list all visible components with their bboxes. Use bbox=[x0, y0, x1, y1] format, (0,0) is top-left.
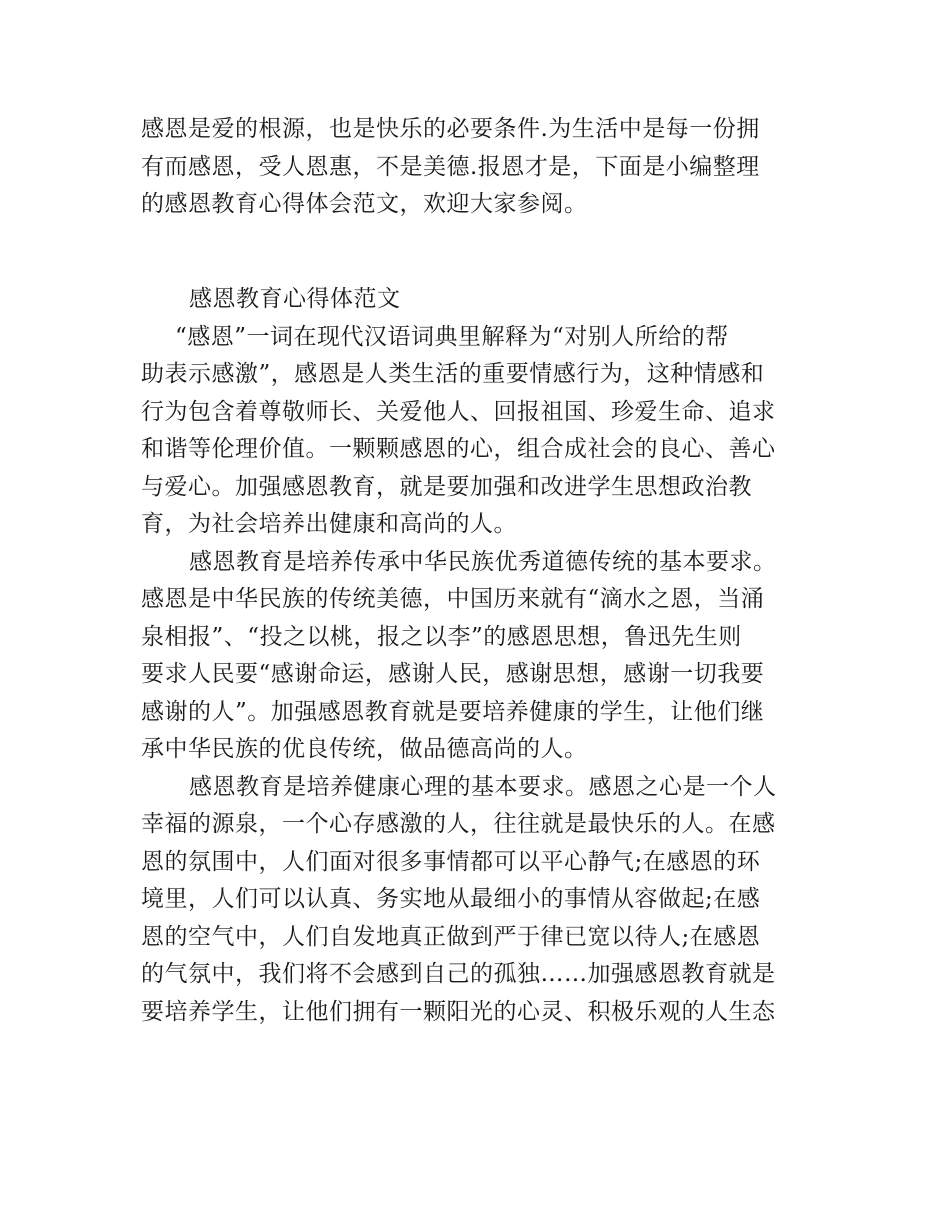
intro-paragraph bbox=[141, 111, 811, 224]
paragraph3-line: 境里，人们可以认真、务实地从最细小的事情从容做起;在感 bbox=[141, 886, 761, 912]
paragraph2-line: 泉相报”、“投之以桃，报之以李”的感恩思想，鲁迅先生则 bbox=[141, 623, 742, 650]
paragraph1-line: 和谐等伦理价值。一颗颗感恩的心，组合成社会的良心、善心 bbox=[141, 436, 776, 462]
article-body bbox=[141, 281, 811, 1031]
intro-line: 感恩是爱的根源，也是快乐的必要条件.为生活中是每一份拥 bbox=[141, 116, 760, 142]
paragraph1-line: 行为包含着尊敬师长、关爱他人、回报祖国、珍爱生命、追求 bbox=[141, 398, 776, 425]
article-heading: 感恩教育心得体范文 bbox=[189, 286, 401, 312]
paragraph2-line: 承中华民族的优良传统，做品德高尚的人。 bbox=[141, 736, 588, 762]
paragraph3-line: 感恩教育是培养健康心理的基本要求。感恩之心是一个人 bbox=[189, 773, 777, 800]
paragraph2-line: 感恩是中华民族的传统美德，中国历来就有“滴水之恩，当涌 bbox=[141, 586, 765, 612]
paragraph3-line: 幸福的源泉，一个心存感激的人，往往就是最快乐的人。在感 bbox=[141, 811, 776, 837]
paragraph2-line: 要求人民要“感谢命运，感谢人民，感谢思想，感谢一切我要 bbox=[141, 661, 765, 687]
intro-line: 的感恩教育心得体会范文，欢迎大家参阅。 bbox=[141, 191, 588, 217]
paragraph2-line: 感谢的人”。加强感恩教育就是要培养健康的学生，让他们继 bbox=[141, 698, 765, 725]
paragraph1-line: 助表示感激”，感恩是人类生活的重要情感行为，这种情感和 bbox=[141, 361, 765, 387]
paragraph1-line: “感恩”一词在现代汉语词典里解释为“对别人所给的帮 bbox=[175, 323, 729, 350]
paragraph3-line: 要培养学生，让他们拥有一颗阳光的心灵、积极乐观的人生态 bbox=[141, 998, 776, 1025]
paragraph2-line: 感恩教育是培养传承中华民族优秀道德传统的基本要求。 bbox=[189, 548, 777, 575]
paragraph3-line: 的气氛中，我们将不会感到自己的孤独……加强感恩教育就是 bbox=[141, 961, 776, 987]
paragraph3-line: 恩的氛围中，人们面对很多事情都可以平心静气;在感恩的环 bbox=[141, 848, 761, 875]
paragraph1-line: 育，为社会培养出健康和高尚的人。 bbox=[141, 511, 517, 537]
paragraph3-line: 恩的空气中，人们自发地真正做到严于律已宽以待人;在感恩 bbox=[141, 923, 761, 950]
paragraph1-line: 与爱心。加强感恩教育，就是要加强和改进学生思想政治教 bbox=[141, 473, 752, 500]
intro-line: 有而感恩，受人恩惠，不是美德.报恩才是，下面是小编整理 bbox=[141, 153, 760, 180]
